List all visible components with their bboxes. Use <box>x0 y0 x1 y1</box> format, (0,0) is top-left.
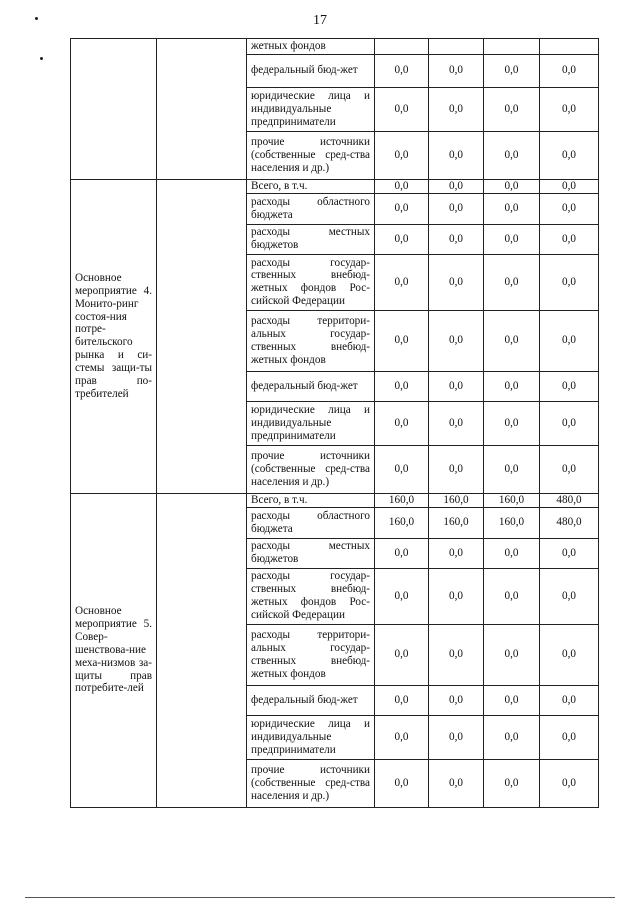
amount-cell: 0,0 <box>484 254 540 310</box>
funding-source-cell: юридические лица и индивидуальные предприниматели <box>247 715 375 759</box>
amount-cell: 160,0 <box>484 507 540 538</box>
amount-cell: 0,0 <box>540 538 599 568</box>
amount-cell: 0,0 <box>429 568 484 624</box>
footer-rule <box>25 897 615 898</box>
amount-cell: 0,0 <box>540 54 599 87</box>
amount-cell: 0,0 <box>484 179 540 193</box>
amount-cell: 0,0 <box>375 131 429 179</box>
amount-cell: 0,0 <box>429 624 484 685</box>
amount-cell: 160,0 <box>484 493 540 507</box>
amount-cell: 0,0 <box>375 759 429 807</box>
executor-cell <box>157 39 247 180</box>
amount-cell: 0,0 <box>484 624 540 685</box>
amount-cell: 0,0 <box>375 179 429 193</box>
amount-cell: 0,0 <box>540 179 599 193</box>
amount-cell: 160,0 <box>375 507 429 538</box>
amount-cell: 0,0 <box>484 193 540 224</box>
event-name-cell: Основное мероприятие 5. Совер-шенствова-ние меха-низмов за-щиты прав потребите-лей <box>71 493 157 807</box>
amount-cell: 0,0 <box>540 131 599 179</box>
funding-source-cell: расходы государ-ственных внебюд-жетных фондов Рос-сийской Федерации <box>247 254 375 310</box>
amount-cell: 0,0 <box>429 538 484 568</box>
amount-cell: 0,0 <box>429 54 484 87</box>
amount-cell: 0,0 <box>484 715 540 759</box>
amount-cell: 0,0 <box>540 685 599 715</box>
amount-cell: 0,0 <box>375 538 429 568</box>
amount-cell: 0,0 <box>429 371 484 401</box>
amount-cell: 0,0 <box>484 131 540 179</box>
funding-source-cell: прочие источники (собственные сред-ства населения и др.) <box>247 759 375 807</box>
executor-cell <box>157 179 247 493</box>
amount-cell <box>375 39 429 55</box>
amount-cell: 0,0 <box>375 371 429 401</box>
amount-cell: 480,0 <box>540 507 599 538</box>
event-name-cell: Основное мероприятие 4. Монито-ринг состоя-ния потре-бительского рынка и си-стемы защи-ты прав по-требителей <box>71 179 157 493</box>
amount-cell: 0,0 <box>540 715 599 759</box>
amount-cell: 0,0 <box>375 624 429 685</box>
amount-cell: 0,0 <box>375 87 429 131</box>
amount-cell: 0,0 <box>429 193 484 224</box>
funding-source-cell: федеральный бюд-жет <box>247 54 375 87</box>
funding-source-cell: расходы территори-альных государ-ственных внебюд-жетных фондов <box>247 310 375 371</box>
funding-source-cell: расходы местных бюджетов <box>247 224 375 254</box>
funding-table-body <box>71 39 599 808</box>
amount-cell: 0,0 <box>540 568 599 624</box>
funding-source-cell: прочие источники (собственные сред-ства населения и др.) <box>247 131 375 179</box>
page-number: 17 <box>313 13 327 28</box>
amount-cell: 0,0 <box>429 254 484 310</box>
amount-cell: 0,0 <box>429 179 484 193</box>
amount-cell: 0,0 <box>540 624 599 685</box>
amount-cell: 0,0 <box>540 87 599 131</box>
funding-table <box>70 38 599 808</box>
funding-source-cell: прочие источники (собственные сред-ства населения и др.) <box>247 445 375 493</box>
amount-cell: 0,0 <box>484 54 540 87</box>
amount-cell: 0,0 <box>484 224 540 254</box>
amount-cell: 0,0 <box>375 685 429 715</box>
funding-source-cell: расходы областного бюджета <box>247 193 375 224</box>
amount-cell: 0,0 <box>540 445 599 493</box>
funding-source-cell: юридические лица и индивидуальные предприниматели <box>247 87 375 131</box>
amount-cell: 0,0 <box>375 54 429 87</box>
amount-cell: 160,0 <box>375 493 429 507</box>
amount-cell: 0,0 <box>484 371 540 401</box>
amount-cell: 160,0 <box>429 507 484 538</box>
amount-cell: 0,0 <box>429 224 484 254</box>
amount-cell: 0,0 <box>484 759 540 807</box>
amount-cell: 0,0 <box>375 224 429 254</box>
event-name-cell <box>71 39 157 180</box>
funding-source-cell: федеральный бюд-жет <box>247 371 375 401</box>
amount-cell: 160,0 <box>429 493 484 507</box>
amount-cell: 0,0 <box>540 401 599 445</box>
amount-cell: 0,0 <box>540 371 599 401</box>
amount-cell: 480,0 <box>540 493 599 507</box>
table-row <box>71 493 599 507</box>
amount-cell: 0,0 <box>375 401 429 445</box>
amount-cell: 0,0 <box>540 254 599 310</box>
funding-source-cell: расходы территори-альных государ-ственных внебюд-жетных фондов <box>247 624 375 685</box>
amount-cell: 0,0 <box>375 254 429 310</box>
funding-source-cell: Всего, в т.ч. <box>247 179 375 193</box>
amount-cell: 0,0 <box>429 685 484 715</box>
amount-cell: 0,0 <box>429 131 484 179</box>
amount-cell: 0,0 <box>429 715 484 759</box>
amount-cell: 0,0 <box>375 445 429 493</box>
amount-cell: 0,0 <box>484 538 540 568</box>
table-row <box>71 179 599 193</box>
amount-cell: 0,0 <box>429 759 484 807</box>
amount-cell: 0,0 <box>484 401 540 445</box>
scan-speck <box>40 57 43 60</box>
amount-cell: 0,0 <box>429 445 484 493</box>
amount-cell: 0,0 <box>540 193 599 224</box>
amount-cell: 0,0 <box>484 685 540 715</box>
funding-source-cell: расходы областного бюджета <box>247 507 375 538</box>
funding-source-cell: юридические лица и индивидуальные предприниматели <box>247 401 375 445</box>
table-row <box>71 39 599 55</box>
funding-source-cell: расходы местных бюджетов <box>247 538 375 568</box>
amount-cell: 0,0 <box>375 310 429 371</box>
amount-cell: 0,0 <box>429 401 484 445</box>
funding-source-cell: федеральный бюд-жет <box>247 685 375 715</box>
amount-cell: 0,0 <box>375 193 429 224</box>
amount-cell: 0,0 <box>375 715 429 759</box>
executor-cell <box>157 493 247 807</box>
amount-cell: 0,0 <box>540 759 599 807</box>
amount-cell: 0,0 <box>484 445 540 493</box>
funding-source-cell: Всего, в т.ч. <box>247 493 375 507</box>
amount-cell <box>484 39 540 55</box>
amount-cell: 0,0 <box>540 310 599 371</box>
amount-cell <box>429 39 484 55</box>
amount-cell <box>540 39 599 55</box>
amount-cell: 0,0 <box>484 568 540 624</box>
funding-source-cell: расходы государ-ственных внебюд-жетных фондов Рос-сийской Федерации <box>247 568 375 624</box>
amount-cell: 0,0 <box>429 87 484 131</box>
amount-cell: 0,0 <box>540 224 599 254</box>
amount-cell: 0,0 <box>484 310 540 371</box>
funding-source-cell: жетных фондов <box>247 39 375 55</box>
amount-cell: 0,0 <box>375 568 429 624</box>
amount-cell: 0,0 <box>429 310 484 371</box>
amount-cell: 0,0 <box>484 87 540 131</box>
